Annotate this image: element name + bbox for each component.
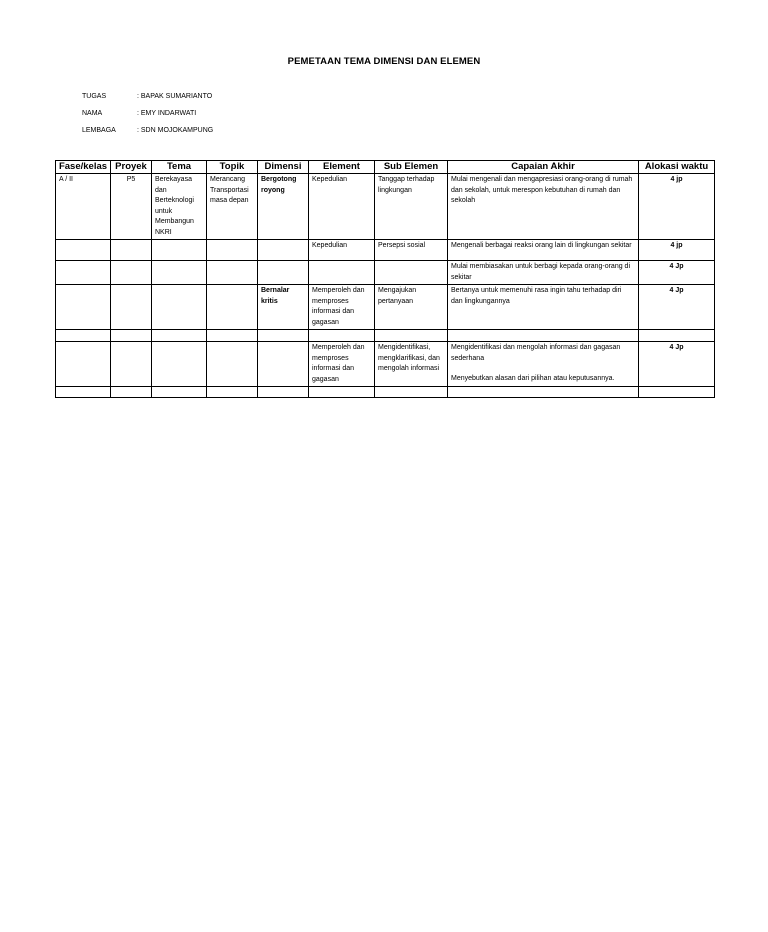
cell-tema [152, 342, 207, 387]
table-header-row [56, 161, 715, 174]
cell-capaian: Mulai mengenali dan mengapresiasi orang-orang di rumah dan sekolah, untuk merespon kebutuhan di rumah dan sekolah [448, 174, 639, 240]
table-row-empty [56, 387, 715, 398]
cell-topik: Merancang Transportasi masa depan [207, 174, 258, 240]
col-header-alokasi: Alokasi waktu [639, 161, 715, 174]
page-title: PEMETAAN TEMA DIMENSI DAN ELEMEN [287, 56, 481, 67]
meta-value: : BAPAK SUMARIANTO [137, 93, 213, 100]
cell-alokasi: 4 Jp [639, 342, 715, 387]
capaian-text: Mengidentifikasi dan mengolah informasi dan gagasan sederhana [451, 344, 621, 362]
cell-element: Kepedulian [309, 240, 375, 261]
col-header-capaian: Capaian Akhir [448, 161, 639, 174]
cell-proyek [111, 261, 152, 285]
meta-label: LEMBAGA [82, 127, 116, 134]
cell-sub-elemen: Persepsi sosial [375, 240, 448, 261]
cell-sub-elemen: Tanggap terhadap lingkungan [375, 174, 448, 240]
cell-capaian: Mulai membiasakan untuk berbagi kepada orang-orang di sekitar [448, 261, 639, 285]
cell-alokasi: 4 jp [639, 240, 715, 261]
cell-capaian: Bertanya untuk memenuhi rasa ingin tahu terhadap diri dan lingkungannya [448, 285, 639, 330]
col-header-topik: Topik [207, 161, 258, 174]
cell-proyek: P5 [111, 174, 152, 240]
cell-element: Memperoleh dan memproses informasi dan gagasan [309, 285, 375, 330]
cell-tema [152, 261, 207, 285]
cell-proyek [111, 342, 152, 387]
cell-dimensi [258, 342, 309, 387]
cell-dimensi: Bergotong royong [258, 174, 309, 240]
cell-fase [56, 261, 111, 285]
meta-label: NAMA [82, 110, 103, 117]
cell-element [309, 261, 375, 285]
meta-value: : SDN MOJOKAMPUNG [137, 127, 214, 134]
cell-tema [152, 285, 207, 330]
cell-topik [207, 285, 258, 330]
cell-topik [207, 342, 258, 387]
table-row [56, 342, 715, 387]
capaian-text: Menyebutkan alasan dari pilihan atau keputusannya. [451, 375, 615, 382]
cell-capaian: Mengenali berbagai reaksi orang lain di lingkungan sekitar [448, 240, 639, 261]
table-row [56, 261, 715, 285]
cell-dimensi [258, 240, 309, 261]
cell-alokasi: 4 Jp [639, 285, 715, 330]
col-header-fase: Fase/kelas [56, 161, 111, 174]
col-header-sub-elemen: Sub Elemen [375, 161, 448, 174]
cell-fase [56, 285, 111, 330]
cell-element: Memperoleh dan memproses informasi dan gagasan [309, 342, 375, 387]
cell-alokasi: 4 Jp [639, 261, 715, 285]
cell-proyek [111, 240, 152, 261]
cell-fase: A / II [56, 174, 111, 240]
col-header-tema: Tema [152, 161, 207, 174]
cell-element: Kepedulian [309, 174, 375, 240]
table-row [56, 285, 715, 330]
cell-dimensi: Bernalar kritis [258, 285, 309, 330]
col-header-dimensi: Dimensi [258, 161, 309, 174]
cell-proyek [111, 285, 152, 330]
col-header-proyek: Proyek [111, 161, 152, 174]
mapping-table [55, 160, 715, 398]
cell-fase [56, 240, 111, 261]
cell-capaian [448, 342, 639, 387]
col-header-element: Element [309, 161, 375, 174]
meta-value: : EMY INDARWATI [137, 110, 197, 117]
cell-sub-elemen [375, 261, 448, 285]
table-row-empty [56, 330, 715, 342]
cell-alokasi: 4 jp [639, 174, 715, 240]
cell-tema [152, 240, 207, 261]
meta-label: TUGAS [82, 93, 107, 100]
cell-tema: Berekayasa dan Berteknologi untuk Membangun NKRI [152, 174, 207, 240]
table-row [56, 240, 715, 261]
table-row [56, 174, 715, 240]
cell-topik [207, 261, 258, 285]
cell-sub-elemen: Mengajukan pertanyaan [375, 285, 448, 330]
cell-sub-elemen: Mengidentifikasi, mengklarifikasi, dan mengolah informasi [375, 342, 448, 387]
cell-topik [207, 240, 258, 261]
cell-dimensi [258, 261, 309, 285]
cell-fase [56, 342, 111, 387]
